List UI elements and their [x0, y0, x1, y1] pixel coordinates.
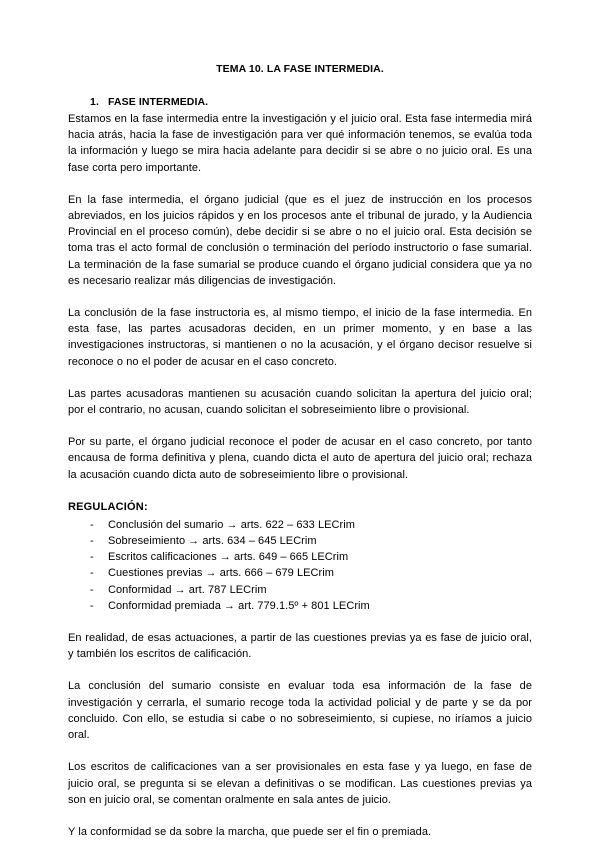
regulacion-list: [68, 517, 532, 614]
list-item-label: Conclusión del sumario → arts. 622 – 633 LECrim: [108, 518, 355, 531]
bullet-dash-icon: -: [90, 567, 94, 580]
section-heading-fase-intermedia: [68, 95, 532, 110]
paragraph-4: Las partes acusadoras mantienen su acusación cuando solicitan la apertura del juicio oral; por el contrario, no acusan, cuando solicitan el sobreseimiento libre o provisional.: [68, 387, 532, 417]
paragraph-2: En la fase intermedia, el órgano judicial (que es el juez de instrucción en los procesos abreviados, en los juicios rápidos y en los procesos ante el tribunal de jurado, y la Audiencia Provincial en el proceso común), debe decidir si se abre o no el juicio oral. Esta decisión se toma tras el acto formal de conclusión o terminación del período instructorio o fase sumarial. La terminación de la fase sumarial se produce cuando el órgano judicial considera que ya no es necesario realizar más diligencias de investigación.: [68, 193, 532, 287]
list-item-label: Conformidad → art. 787 LECrim: [108, 583, 267, 596]
section-number: 1.: [90, 96, 99, 108]
regulacion-heading: REGULACIÓN:: [68, 500, 148, 513]
paragraph-1: Estamos en la fase intermedia entre la investigación y el juicio oral. Esta fase intermedia mirá hacia atrás, hacia la fase de investigación para ver qué información tenemos, se evalúa toda la información y luego se mira hacia adelante para decidir si se abre o no juicio oral. Es una fase corta pero importante.: [68, 113, 532, 174]
paragraph-3: La conclusión de la fase instructoria es, al mismo tiempo, el inicio de la fase intermedia. En esta fase, las partes acusadoras deciden, en un primer momento, y en base a las investigaciones instructoras, si mantienen o no la acusación, y el órgano decisor resuelve si reconoce o no el poder de acusar en el caso concreto.: [68, 307, 532, 368]
section-title: FASE INTERMEDIA.: [108, 96, 209, 108]
page-title: TEMA 10. LA FASE INTERMEDIA.: [216, 63, 384, 75]
paragraph-7: La conclusión del sumario consiste en evaluar toda esa información de la fase de investigación y cerrarla, el sumario recoge toda la actividad policial y de parte y se da por concluido. Con ello, se estudia si cabe o no sobreseimiento, si cupiese, no iríamos a juicio oral.: [68, 680, 532, 742]
paragraph-6: En realidad, de esas actuaciones, a partir de las cuestiones previas ya es fase de juicio oral, y también los escritos de calificación.: [68, 632, 532, 661]
list-item: [90, 598, 532, 614]
list-item: [90, 517, 532, 533]
paragraph-9: Y la conformidad se da sobre la marcha, que puede ser el fin o premiada.: [68, 825, 432, 838]
paragraph-5: Por su parte, el órgano judicial reconoce el poder de acusar en el caso concreto, por tanto encausa de forma definitiva y plena, cuando dicta el auto de apertura del juicio oral; rechaza la acusación cuando dicta auto de sobreseimiento libre o provisional.: [68, 436, 532, 481]
list-item: [90, 582, 532, 598]
list-item: [90, 565, 532, 581]
bullet-dash-icon: -: [90, 599, 94, 612]
paragraph-8: Los escritos de calificaciones van a ser provisionales en esta fase y ya luego, en fase de juicio oral, se pregunta si se elevan a definitivas o se modifican. Las cuestiones previas ya son en juicio oral, se comentan oralmente en sala antes de juicio.: [68, 761, 532, 806]
list-item-label: Escritos calificaciones → arts. 649 – 665 LECrim: [108, 551, 349, 564]
list-item: [90, 549, 532, 565]
list-item-label: Conformidad premiada → art. 779.1.5º + 801 LECrim: [108, 599, 370, 612]
bullet-dash-icon: -: [90, 518, 94, 531]
list-item-label: Cuestiones previas → arts. 666 – 679 LECrim: [108, 567, 334, 580]
list-item: [90, 533, 532, 549]
list-item-label: Sobreseimiento → arts. 634 – 645 LECrim: [108, 535, 317, 548]
bullet-dash-icon: -: [90, 583, 94, 596]
bullet-dash-icon: -: [90, 535, 94, 548]
bullet-dash-icon: -: [90, 551, 94, 564]
